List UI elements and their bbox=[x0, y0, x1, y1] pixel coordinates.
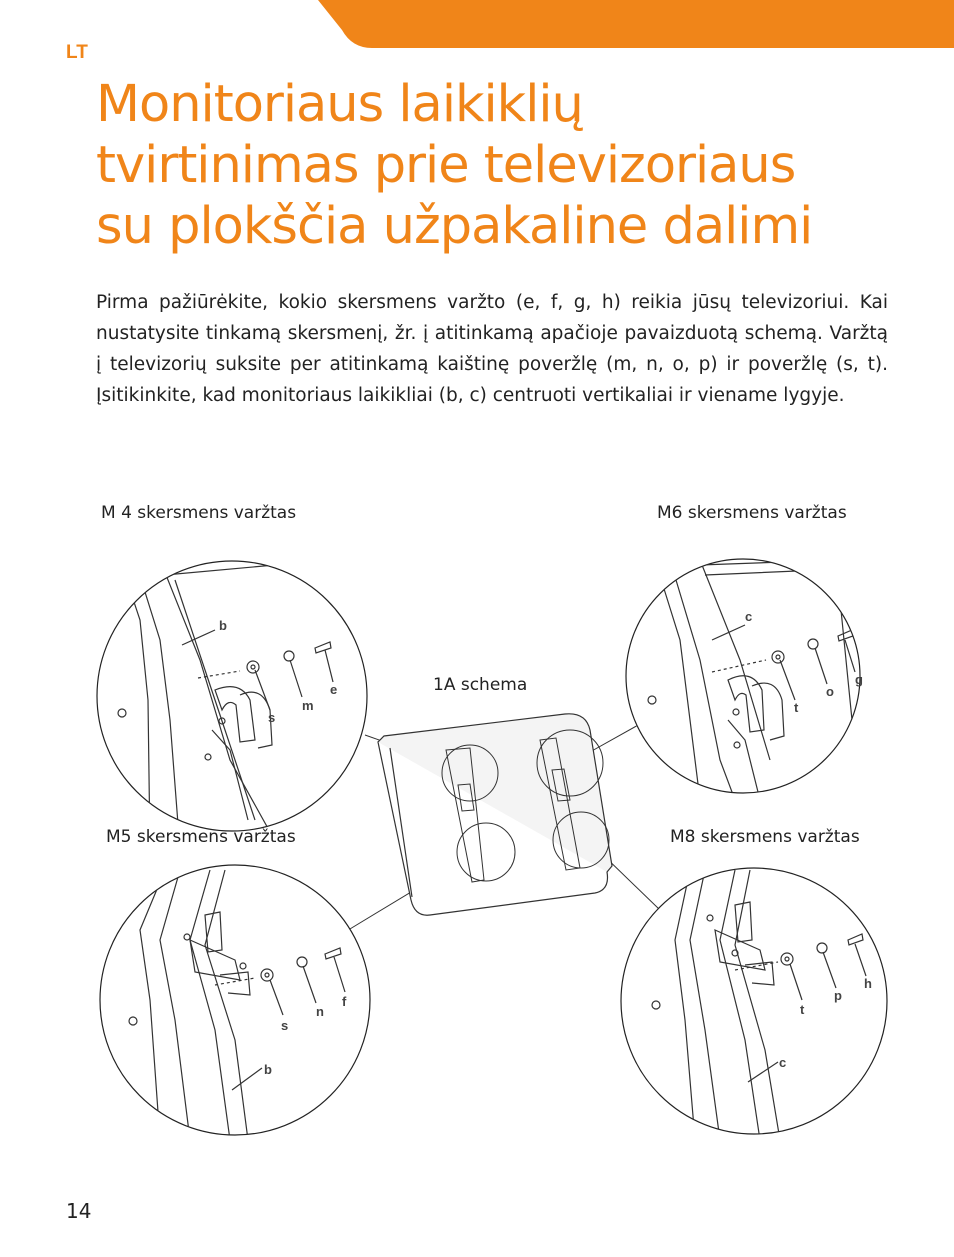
detail-m4 bbox=[97, 560, 367, 850]
page-number: 14 bbox=[66, 1199, 92, 1223]
part-e: e bbox=[330, 682, 338, 697]
part-b-m5: b bbox=[264, 1062, 272, 1077]
part-t-m8: t bbox=[800, 1002, 805, 1017]
part-f: f bbox=[342, 994, 347, 1009]
title-line-1: Monitoriaus laikiklių bbox=[96, 75, 583, 134]
part-s-m5: s bbox=[281, 1018, 289, 1033]
tv-panel bbox=[378, 714, 612, 915]
intro-paragraph: Pirma pažiūrėkite, kokio skersmens varžto (e, f, g, h) reikia jūsų televizoriui. Kai nustatysite tinkamą skersmenį, žr. į atitinkamą apačioje pavaizduotą schemą. Varžtą į televizorių suksite per atitinkamą kaištinę poveržlę (m, n, o, p) ir poveržlę (s, t). Įsitikinkite, kad monitoriaus laikikliai (b, c) centruoti vertikaliai ir viename lygyje. bbox=[96, 292, 888, 406]
part-h: h bbox=[864, 976, 872, 991]
part-c: c bbox=[745, 609, 753, 624]
part-g: g bbox=[855, 672, 863, 687]
part-m: m bbox=[302, 698, 314, 713]
label-m4: M 4 skersmens varžtas bbox=[101, 503, 297, 523]
title-line-2: tvirtinimas prie televizoriaus bbox=[96, 136, 796, 195]
detail-m8 bbox=[621, 868, 887, 1140]
part-b: b bbox=[219, 618, 227, 633]
part-c-m8: c bbox=[779, 1055, 787, 1070]
detail-m6 bbox=[626, 559, 863, 800]
part-o: o bbox=[826, 684, 834, 699]
label-schema: 1A schema bbox=[433, 675, 528, 695]
part-t: t bbox=[794, 700, 799, 715]
label-m6: M6 skersmens varžtas bbox=[657, 503, 847, 523]
language-code: LT bbox=[66, 42, 88, 63]
label-m5: M5 skersmens varžtas bbox=[106, 827, 296, 847]
title-line-3: su plokščia užpakaline dalimi bbox=[96, 197, 813, 256]
part-p: p bbox=[834, 988, 842, 1003]
detail-m5 bbox=[100, 865, 370, 1140]
label-m8: M8 skersmens varžtas bbox=[670, 827, 860, 847]
part-s: s bbox=[268, 710, 276, 725]
part-n: n bbox=[316, 1004, 324, 1019]
